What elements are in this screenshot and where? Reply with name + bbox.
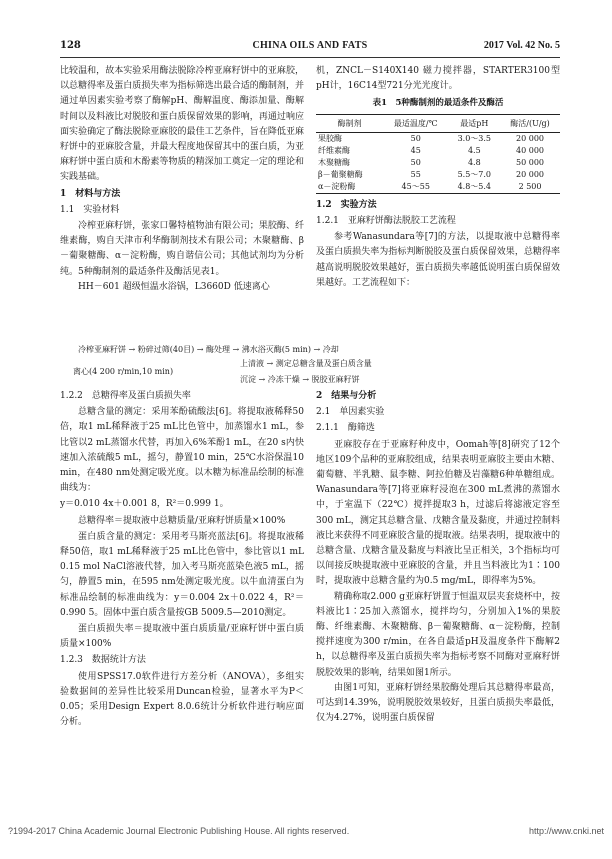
equipment-paragraph: HH－601 超级恒温水浴锅，L3660D 低速离心	[78, 281, 270, 292]
table-cell: 4.8～5.4	[449, 181, 501, 194]
right-column-top	[316, 64, 560, 291]
section-2-heading: 2 结果与分析	[316, 391, 377, 401]
protein-method-paragraph: 蛋白质含量的测定：采用考马斯亮蓝法[6]。将提取液稀释50倍，取1 mL稀释液于25 mL比色管中，参比管以1 mL 0.15 mol NaCl溶液代替，加入考马斯亮蓝染色液5 mL，摇匀，静置5 min，在595 nm处测定吸光度。以牛血清蛋白为标准品绘制的标准曲线为：y＝0.004 2x＋0.022 4，R²＝0.990 5。固体中蛋白质含量按GB 5009.5—2010测定。	[60, 531, 304, 618]
table-cell: 50	[410, 157, 421, 167]
issue-info: 2017 Vol. 42 No. 5	[483, 40, 560, 51]
table-cell: 纤维素酶	[318, 145, 350, 155]
journal-name: CHINA OILS AND FATS	[252, 40, 368, 51]
table-cell: 40 000	[516, 145, 545, 155]
left-column-top	[60, 64, 304, 295]
results-paragraph-1: 亚麻胶存在于亚麻籽种皮中，Oomah等[8]研究了12个地区109个品种的亚麻胶组成，结果表明亚麻胶主要由木糖、葡萄糖、半乳糖、鼠李糖、阿拉伯糖及岩藻糖6种单糖组成。Wanasundara等[7]将亚麻籽浸泡在300 mL煮沸的蒸馏水中，于室温下（22℃）搅拌提取3 h，过滤后将滤液定容至300 mL，测定其总糖含量、戊糖含量及黏度，并通过控制料液比来获得不同亚麻胶含量的提取液。结果表明，提取液中的总糖含量、戊糖含量及黏度与料液比呈正相关，3个指标均可以间接反映提取液中亚麻胶的含量，并且当料液比为1∶100时，提取液中总糖含量约为0.5 mg/mL，即得率为5%。	[316, 439, 560, 587]
results-paragraph-2: 精确称取2.000 g亚麻籽饼置于恒温双层夹套烧杯中，按料液比1∶25加入蒸馏水，搅拌均匀，分别加入1%的果胶酶、纤维素酶、木聚糖酶、β－葡聚糖酶、α－淀粉酶，控制搅拌速度为300 r/min，在各自最适pH及温度条件下酶解2 h，以总糖得率及蛋白质损失率为指标考察不同酶对亚麻籽饼脱胶效果的影响，结果如图1所示。	[316, 591, 560, 678]
running-header	[60, 40, 560, 56]
equipment-continued: 机，ZNCL－S140X140 磁力搅拌器，STARTER3100型pH计，16C14型721分光光度计。	[316, 66, 560, 92]
section-1-2-1-heading: 1.2.1 亚麻籽饼酶法脱胶工艺流程	[316, 216, 456, 227]
section-1-2-3-heading: 1.2.3 数据统计方法	[60, 655, 146, 666]
section-1-1-heading: 1.1 实验材料	[60, 204, 120, 215]
intro-paragraph: 比较温和，故本实验采用酶法脱除冷榨亚麻籽饼中的亚麻胶，以总糖得率及蛋白质损失率为指标筛选出最合适的酶制剂，并通过单因素实验考察了酶解pH、酶解温度、酶添加量、酶解时间以及料液比对脱胶和蛋白质保留效果的影响，再通过响应面实验确定了酶法脱除亚麻胶的最佳工艺条件，旨在降低亚麻籽饼中的亚麻胶含量，并最大程度地保留其中的蛋白质，为亚麻籽饼中蛋白质和木酚素等物质的精深加工奠定一定的理论和实践基础。	[60, 66, 304, 183]
enzyme-table	[316, 114, 560, 194]
table-cell: 45～55	[383, 181, 449, 194]
table-row	[316, 132, 560, 145]
table-cell: 4.8	[467, 157, 481, 167]
protein-loss-formula: 蛋白质损失率＝提取液中蛋白质质量/亚麻籽饼中蛋白质质量×100%	[60, 624, 304, 650]
table-cell: 55	[410, 169, 421, 179]
right-column-bottom	[316, 388, 560, 726]
flow-row-1: 冷榨亚麻籽饼 → 粉碎过筛(40目) → 酶处理 → 沸水浴灭酶(5 min) → 冷却	[78, 345, 339, 354]
table-row	[316, 145, 560, 157]
cnki-link[interactable]: http://www.cnki.net	[528, 826, 604, 836]
flow-precipitate: 沉淀 → 冷冻干燥 → 脱胶亚麻籽饼	[240, 375, 360, 384]
table-cell: 2 500	[500, 181, 560, 194]
table-cell: β－葡聚糖酶	[318, 169, 363, 179]
method-paragraph: 参考Wanasundara等[7]的方法，以提取液中总糖得率及蛋白质损失率为指标判断脱胶及蛋白质保留效果，总糖得率越高说明脱胶效果越好，蛋白质损失率越低说明蛋白质保留效果越好。工艺流程如下：	[316, 232, 560, 288]
table-cell: 5.5～7.0	[457, 169, 492, 179]
section-1-heading: 1 材料与方法	[60, 188, 121, 199]
table-cell: 20 000	[516, 169, 545, 179]
table-1-title: 表1 5种酶制剂的最适条件及酶活	[372, 98, 504, 109]
table-cell: 木聚糖酶	[318, 157, 350, 167]
table-cell: 50 000	[516, 157, 545, 167]
sugar-yield-formula: 总糖得率＝提取液中总糖质量/亚麻籽饼质量×100%	[78, 515, 286, 526]
section-1-2-heading: 1.2 实验方法	[316, 199, 377, 210]
sugar-standard-curve: y＝0.010 4x＋0.001 8，R²＝0.999 1。	[60, 499, 229, 510]
table-header-cell: 最适温度/℃	[383, 114, 449, 132]
page-number: 128	[60, 40, 81, 51]
table-cell: 45	[410, 145, 421, 155]
table-cell: α－淀粉酶	[316, 181, 383, 194]
statistics-paragraph: 使用SPSS17.0软件进行方差分析（ANOVA），多组实验数据间的差异性比较采用Duncan检验，显著水平为P＜0.05；采用Design Expert 8.0.6统计分析软件进行响应面分析。	[60, 671, 304, 728]
header-rule	[60, 57, 560, 58]
table-header-cell: 酶制剂	[316, 114, 383, 132]
table-cell: 果胶酶	[318, 133, 342, 143]
table-cell: 3.0～3.5	[457, 133, 492, 143]
flow-centrifuge: 离心(4 200 r/min,10 min)	[73, 367, 174, 376]
left-column-bottom	[60, 388, 304, 730]
table-header-cell: 酶活/(U/g)	[500, 114, 560, 132]
sugar-method-paragraph: 总糖含量的测定：采用苯酚硫酸法[6]。将提取液稀释50倍，取1 mL稀释液于25 mL比色管中，加蒸馏水1 mL，参比管以2 mL蒸馏水代替，再加入6%苯酚1 mL，在20 s内快速加入浓硫酸5 mL，摇匀，静置10 min，25℃水浴保温10 min，在480 nm处测定吸光度。以木糖为标准品绘制的标准曲线为：	[60, 407, 304, 494]
table-header-cell: 最适pH	[449, 114, 501, 132]
results-paragraph-3: 由图1可知，亚麻籽饼经果胶酶处理后其总糖得率最高，可达到14.39%，说明脱胶效果较好，且蛋白质损失率最低，仅为4.27%，说明蛋白质保留	[316, 682, 560, 724]
section-2-1-1-heading: 2.1.1 酶筛选	[316, 423, 375, 434]
flow-supernatant: 上清液 → 测定总糖含量及蛋白质含量	[240, 359, 372, 368]
table-row	[316, 169, 560, 181]
copyright-text: ?1994-2017 China Academic Journal Electronic Publishing House. All rights reserved.	[8, 826, 350, 836]
table-row	[316, 181, 560, 194]
section-1-2-2-heading: 1.2.2 总糖得率及蛋白质损失率	[60, 391, 191, 401]
table-cell: 4.5	[467, 145, 481, 155]
table-cell: 50	[410, 133, 421, 143]
materials-paragraph: 冷榨亚麻籽饼，张家口馨特植物油有限公司；果胶酶、纤维素酶，购自天津市利华酶制剂技术有限公司；木聚糖酶、β－葡聚糖酶、α－淀粉酶，购自谐信公司；其他试剂均为分析纯。5种酶制剂的最适条件及酶活见表1。	[60, 221, 304, 277]
section-2-1-heading: 2.1 单因素实验	[316, 407, 385, 418]
table-row	[316, 157, 560, 169]
table-cell: 20 000	[516, 133, 545, 143]
